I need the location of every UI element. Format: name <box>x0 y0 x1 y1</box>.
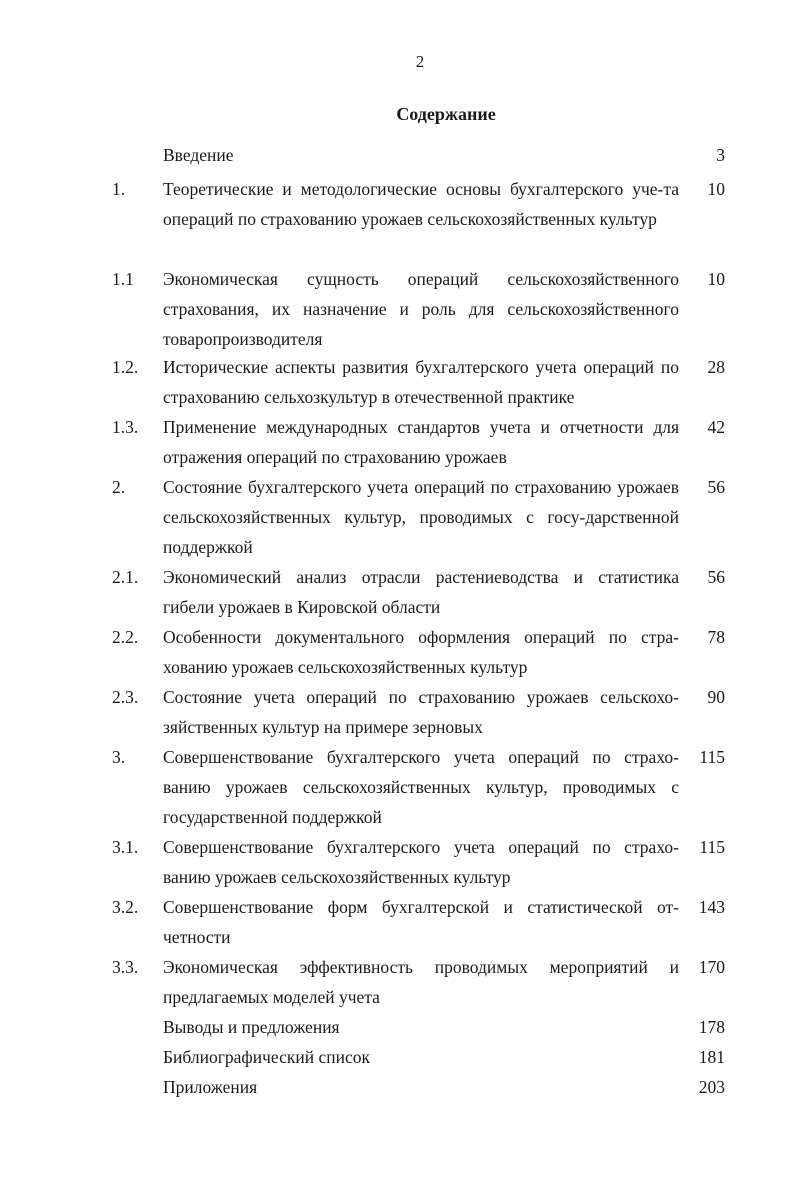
toc-entry-title: Особенности документального оформления операций по стра-хованию урожаев сельскохозяйственных культур <box>163 627 679 677</box>
toc-entry <box>0 682 793 742</box>
toc-entry-page: 3 <box>716 145 725 165</box>
toc-entry-title: Введение <box>163 145 234 165</box>
toc-entry <box>0 174 793 234</box>
toc-entry <box>0 622 793 682</box>
toc-entry <box>0 742 793 832</box>
toc-entry-number: 1.3. <box>112 417 139 437</box>
toc-entry-title: Совершенствование форм бухгалтерской и статистической от-четности <box>163 897 679 947</box>
toc-entry-page: 203 <box>698 1077 725 1097</box>
toc-entry-page: 90 <box>707 687 725 707</box>
toc-entry-number: 1.2. <box>112 357 139 377</box>
toc-entry <box>0 832 793 892</box>
toc-entry-page: 56 <box>707 477 725 497</box>
toc-entry-title: Библиографический список <box>163 1047 371 1067</box>
toc-entry-title: Экономическая сущность операций сельскохозяйственного страхования, их назначение и роль для сельскохозяйственного товаропроизводителя <box>163 269 679 349</box>
toc-entry-number: 2. <box>112 477 126 497</box>
toc-entry-title: Приложения <box>163 1077 258 1097</box>
toc-entry <box>0 1042 793 1072</box>
toc-entry-page: 56 <box>707 567 725 587</box>
toc-entry-title: Применение международных стандартов учета и отчетности для отражения операций по страхованию урожаев <box>163 417 679 467</box>
toc-entry-number: 3.3. <box>112 957 139 977</box>
toc-entry-number: 2.2. <box>112 627 139 647</box>
toc-entry-number: 1. <box>112 179 126 199</box>
toc-entry-page: 10 <box>707 179 725 199</box>
toc-entry <box>0 892 793 952</box>
toc-entry-page: 115 <box>699 747 725 767</box>
toc-entry-title: Исторические аспекты развития бухгалтерского учета операций по страхованию сельхозкультур в отечественной практике <box>163 357 679 407</box>
toc-entry-page: 42 <box>707 417 725 437</box>
toc-entry-title: Экономический анализ отрасли растениеводства и статистика гибели урожаев в Кировской области <box>163 567 679 617</box>
toc-entry-page: 143 <box>698 897 725 917</box>
toc-entry-title: Экономическая эффективность проводимых мероприятий и предлагаемых моделей учета <box>163 957 679 1007</box>
toc-entry-number: 2.3. <box>112 687 139 707</box>
toc-entry <box>0 140 793 170</box>
toc-entry-page: 28 <box>707 357 725 377</box>
toc-entry <box>0 352 793 412</box>
toc-entry <box>0 1072 793 1102</box>
toc-entry <box>0 264 793 354</box>
toc-entry-title: Состояние бухгалтерского учета операций по страхованию урожаев сельскохозяйственных культур, проводимых с госу-дарственной поддержкой <box>163 477 679 557</box>
toc-entry-title: Выводы и предложения <box>163 1017 340 1037</box>
toc-entry-page: 170 <box>698 957 725 977</box>
toc-entry-title: Совершенствование бухгалтерского учета операций по страхо-ванию урожаев сельскохозяйственных культур, проводимых с государственной поддержкой <box>163 747 679 827</box>
toc-entry <box>0 412 793 472</box>
toc-entry-title: Состояние учета операций по страхованию урожаев сельскохо-зяйственных культур на примере зерновых <box>163 687 679 737</box>
toc-entry-number: 3.1. <box>112 837 139 857</box>
toc-entry <box>0 562 793 622</box>
toc-entry-number: 1.1 <box>112 269 134 289</box>
toc-entry-page: 181 <box>698 1047 725 1067</box>
toc-entry <box>0 1012 793 1042</box>
page-number: 2 <box>415 52 425 71</box>
toc-entry-page: 115 <box>699 837 725 857</box>
toc-entry-number: 2.1. <box>112 567 139 587</box>
toc-entry-page: 178 <box>698 1017 725 1037</box>
toc-title: Содержание <box>396 104 496 124</box>
toc-entry-title: Совершенствование бухгалтерского учета операций по страхо-ванию урожаев сельскохозяйственных культур <box>163 837 679 887</box>
toc-entry-title: Теоретические и методологические основы бухгалтерского уче-та операций по страхованию урожаев сельскохозяйственных культур <box>163 179 679 229</box>
toc-entry-page: 78 <box>707 627 725 647</box>
toc-entry <box>0 472 793 562</box>
toc-entry-number: 3.2. <box>112 897 139 917</box>
toc-entry-number: 3. <box>112 747 126 767</box>
toc-entry-page: 10 <box>707 269 725 289</box>
toc-entry <box>0 952 793 1012</box>
